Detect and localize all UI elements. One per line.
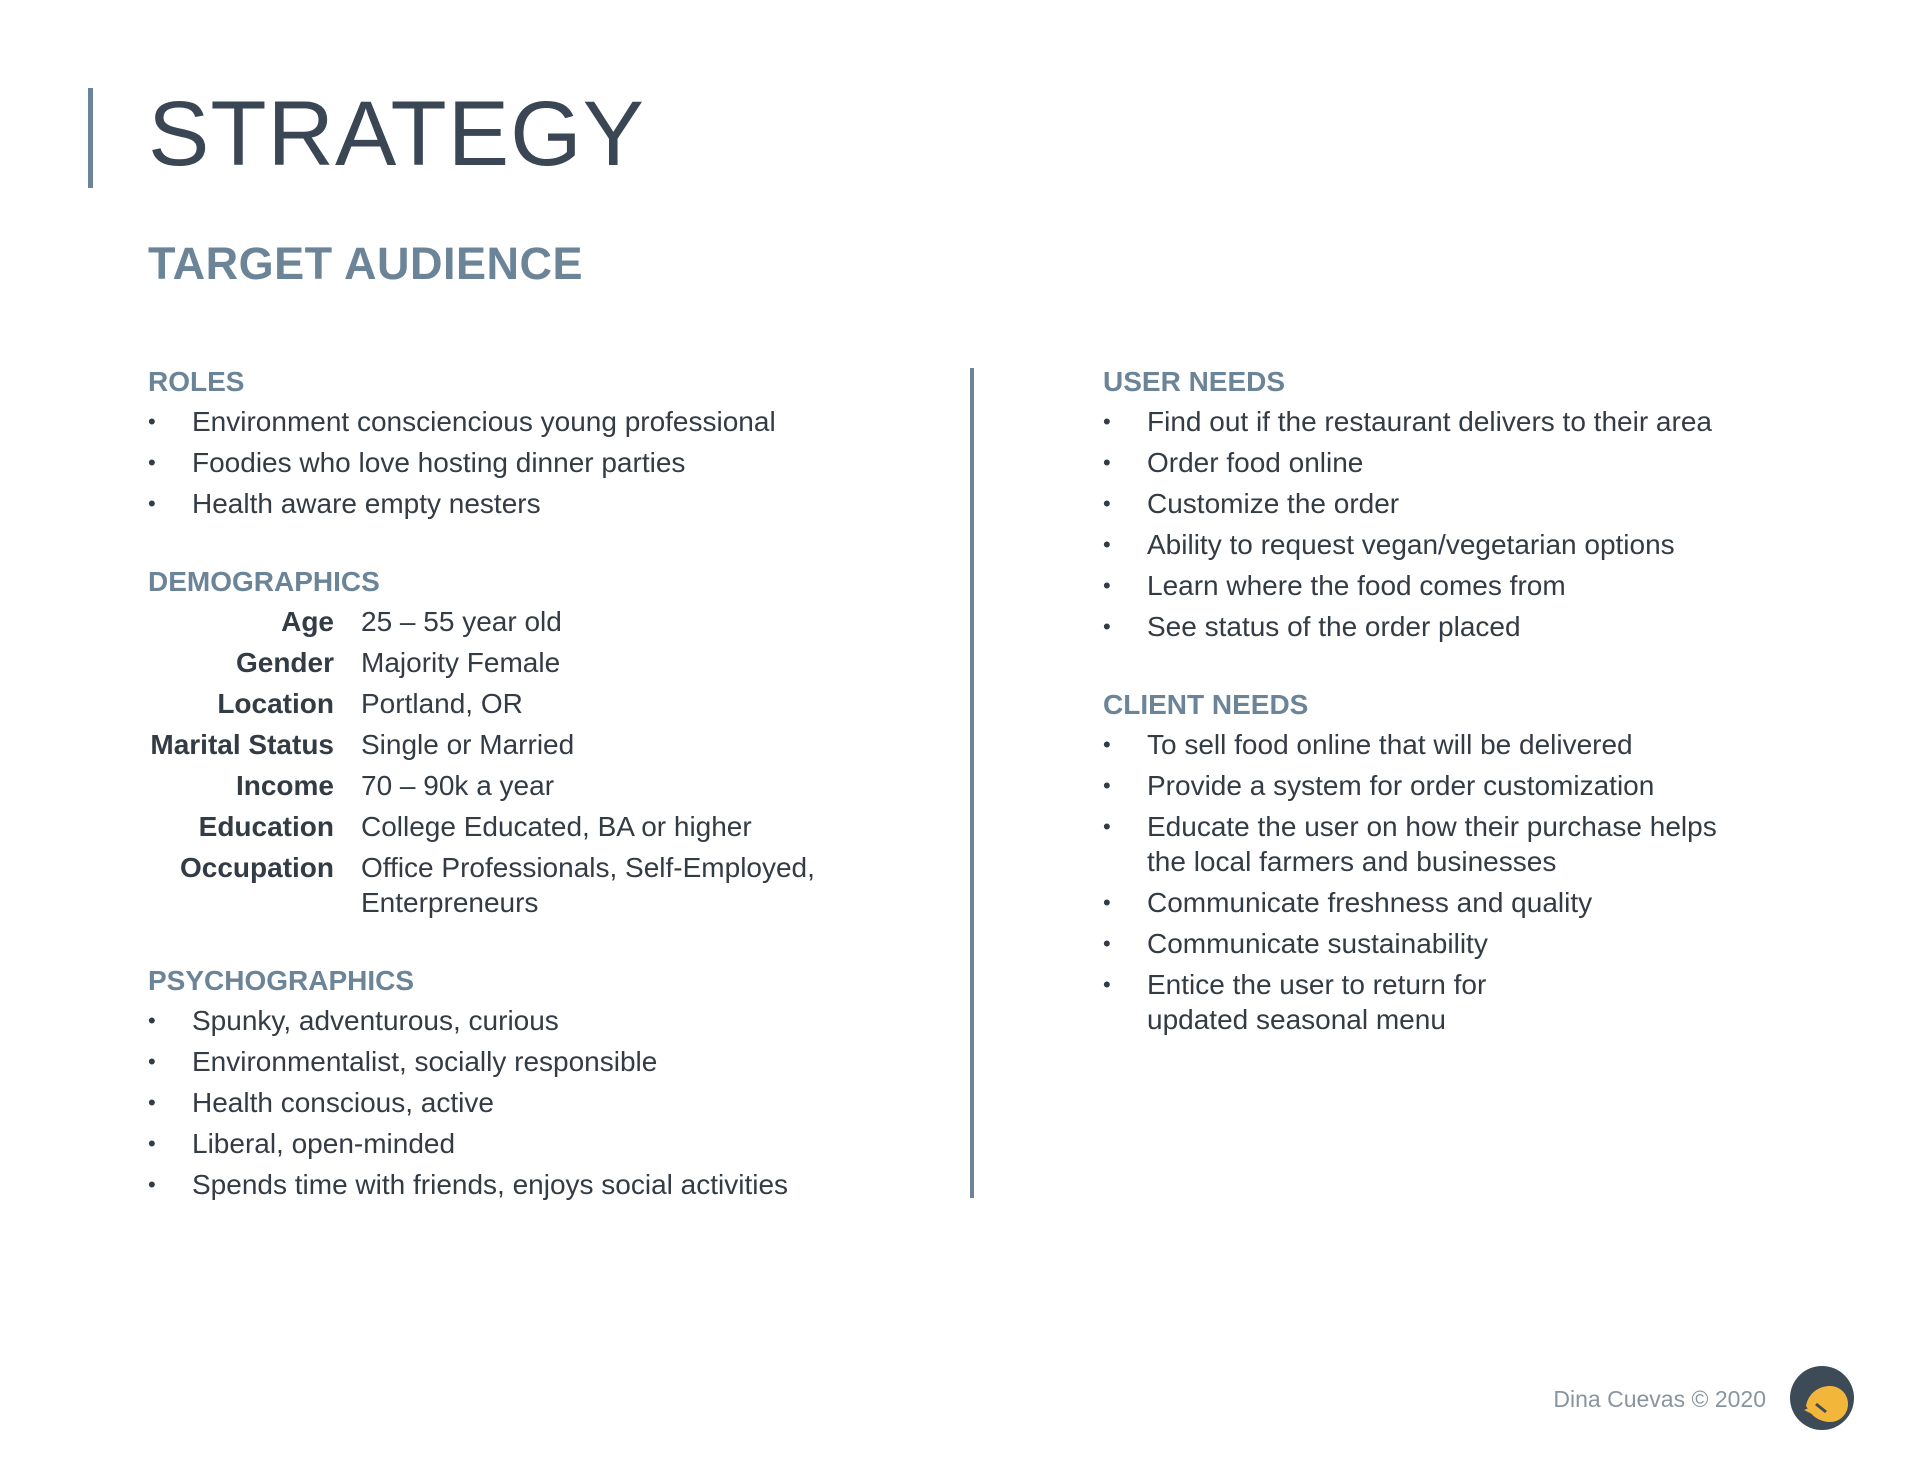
bullet-icon: • [148,1172,156,1197]
list-item: • Order food online [1103,447,1364,478]
column-divider [970,368,974,1198]
list-item: • Ability to request vegan/vegetarian options [1103,529,1675,560]
page-title: STRATEGY [148,83,646,185]
demographics-row [148,809,908,844]
list-item: • Customize the order [1103,488,1400,519]
demographics-label: Location [217,688,334,719]
demographics-row [148,727,908,762]
bullet-icon: • [1103,450,1111,475]
client-needs-list [1103,727,1843,1037]
list-item: • Health aware empty nesters [148,488,541,519]
demographics-heading: DEMOGRAPHICS [148,566,380,597]
list-item: • See status of the order placed [1103,611,1521,642]
bullet-icon: • [148,1008,156,1033]
roles-heading: ROLES [148,366,245,397]
demographics-row [148,604,908,639]
demographics-value: 70 – 90k a year [361,770,555,801]
list-item: • Entice the user to return for updated seasonal menu [1103,969,1487,1035]
demographics-value: 25 – 55 year old [361,606,562,637]
list-item: • To sell food online that will be delivered [1103,729,1633,760]
title-accent-bar [88,88,93,188]
bird-logo-icon [1790,1366,1854,1430]
demographics-row [148,645,908,680]
demographics-row [148,686,908,721]
demographics-value: Office Professionals, Self-Employed, Enterpreneurs [361,852,815,918]
list-item: • Educate the user on how their purchase helps the local farmers and businesses [1103,811,1717,877]
bullet-icon: • [148,491,156,516]
demographics-row [148,768,908,803]
psychographics-list [148,1003,908,1202]
list-item: • Provide a system for order customization [1103,770,1655,801]
list-item: • Environment consciencious young professional [148,406,776,437]
footer-credit: Dina Cuevas © 2020 [1553,1386,1766,1412]
section-title: TARGET AUDIENCE [148,238,583,289]
bullet-icon: • [1103,614,1111,639]
demographics-value: College Educated, BA or higher [361,811,752,842]
psychographics-heading: PSYCHOGRAPHICS [148,965,415,996]
bullet-icon: • [148,1049,156,1074]
demographics-label: Education [198,811,334,842]
bullet-icon: • [1103,491,1111,516]
bullet-icon: • [148,1090,156,1115]
bullet-icon: • [148,1131,156,1156]
demographics-row [148,850,908,920]
bullet-icon: • [1103,814,1111,839]
bullet-icon: • [1103,890,1111,915]
demographics-value: Portland, OR [361,688,523,719]
bullet-icon: • [1103,732,1111,757]
bullet-icon: • [1103,573,1111,598]
demographics-table [148,604,908,920]
bullet-icon: • [148,450,156,475]
user-needs-list [1103,404,1843,644]
list-item: • Communicate sustainability [1103,928,1488,959]
bullet-icon: • [1103,409,1111,434]
list-item: • Spunky, adventurous, curious [148,1005,559,1036]
right-column [1103,360,1843,1076]
bullet-icon: • [148,409,156,434]
demographics-value: Single or Married [361,729,575,760]
left-column [148,360,908,1241]
client-needs-heading: CLIENT NEEDS [1103,689,1309,720]
demographics-label: Occupation [179,852,334,883]
list-item: • Spends time with friends, enjoys social activities [148,1169,789,1200]
bullet-icon: • [1103,773,1111,798]
list-item: • Learn where the food comes from [1103,570,1566,601]
bullet-icon: • [1103,931,1111,956]
bullet-icon: • [1103,972,1111,997]
list-item: • Communicate freshness and quality [1103,887,1593,918]
bullet-icon: • [1103,532,1111,557]
demographics-label: Marital Status [150,729,334,760]
list-item: • Liberal, open-minded [148,1128,456,1159]
demographics-label: Income [235,770,334,801]
list-item: • Foodies who love hosting dinner parties [148,447,686,478]
list-item: • Health conscious, active [148,1087,494,1118]
demographics-value: Majority Female [361,647,561,678]
roles-list [148,404,908,521]
list-item: • Find out if the restaurant delivers to their area [1103,406,1712,437]
demographics-label: Age [281,606,334,637]
demographics-label: Gender [235,647,334,678]
user-needs-heading: USER NEEDS [1103,366,1286,397]
list-item: • Environmentalist, socially responsible [148,1046,658,1077]
